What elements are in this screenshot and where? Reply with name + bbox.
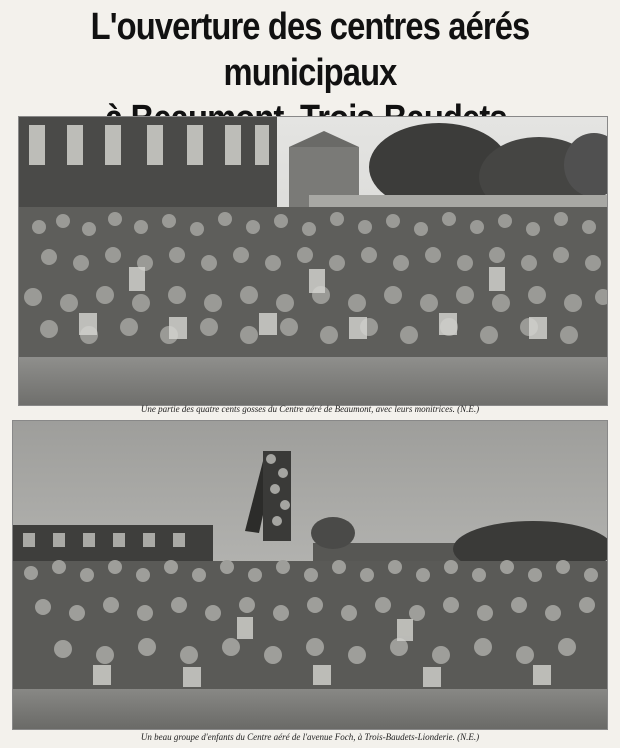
photo-trois-baudets-caption: Un beau groupe d'enfants du Centre aéré de l'avenue Foch, à Trois-Baudets-Lionderie. (N.E.) — [140, 732, 480, 742]
photo-beaumont-group — [18, 116, 608, 406]
photo-beaumont-caption: Une partie des quatre cents gosses du Centre aéré de Beaumont, avec leurs monitrices. (N.E.) — [140, 404, 480, 414]
photo-trois-baudets-image — [13, 421, 607, 729]
photo-beaumont-image — [19, 117, 607, 405]
photo-trois-baudets-group — [12, 420, 608, 730]
headline-line-1: L'ouverture des centres aérés municipaux — [90, 6, 530, 94]
